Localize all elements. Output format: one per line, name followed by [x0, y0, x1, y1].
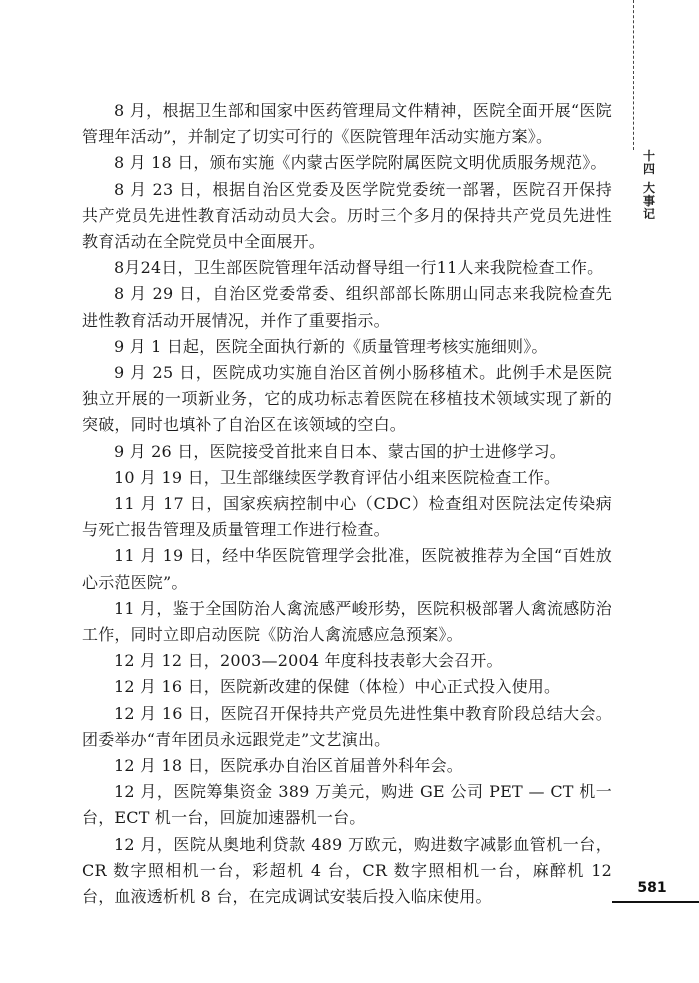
chronicle-entry: 8 月 29 日，自治区党委常委、组织部部长陈朋山同志来我院检查先进性教育活动开展情况，并作了重要指示。 — [82, 284, 612, 330]
chapter-title-char: 事 — [642, 194, 655, 208]
chronicle-entry: 11 月 19 日，经中华医院管理学会批准，医院被推荐为全国“百姓放心示范医院”。 — [82, 546, 612, 592]
chronicle-entry: 9 月 25 日，医院成功实施自治区首例小肠移植术。此例手术是医院独立开展的一项新业务，它的成功标志着医院在移植技术领域实现了新的突破，同时也填补了自治区在该领域的空白。 — [82, 363, 612, 435]
chronicle-entry: 8 月 18 日，颁布实施《内蒙古医学院附属医院文明优质服务规范》。 — [114, 153, 607, 173]
chronicle-entry: 12 月 12 日，2003—2004 年度科技表彰大会召开。 — [114, 651, 503, 671]
chapter-number-char: 十 — [642, 149, 655, 163]
chronicle-entry: 12 月 16 日，医院新改建的保健（体检）中心正式投入使用。 — [114, 677, 561, 697]
chronicle-entry: 9 月 1 日起，医院全面执行新的《质量管理考核实施细则》。 — [114, 336, 548, 356]
chronicle-body — [82, 98, 612, 910]
chronicle-entry: 11 月 17 日，国家疾病控制中心（CDC）检查组对医院法定传染病与死亡报告管理及质量管理工作进行检查。 — [82, 494, 612, 540]
margin-dashed-rule — [633, 0, 634, 150]
chronicle-entry: 12 月，医院筹集资金 389 万美元，购进 GE 公司 PET — CT 机一台，ECT 机一台，回旋加速器机一台。 — [82, 782, 612, 828]
chapter-number-char: 四 — [642, 162, 655, 176]
chapter-side-label — [640, 150, 658, 221]
chronicle-entry: 12 月，医院从奥地利贷款 489 万欧元，购进数字减影血管机一台，CR 数字照相机一台，彩超机 4 台，CR 数字照相机一台，麻醉机 12 台，血液透析机 8 台，在完成调试安装后投入临床使用。 — [82, 834, 612, 907]
page-number-rule — [612, 901, 699, 903]
chronicle-entry: 11 月，鉴于全国防治人禽流感严峻形势，医院积极部署人禽流感防治工作，同时立即启动医院《防治人禽流感应急预案》。 — [82, 598, 612, 645]
chronicle-entry: 8 月，根据卫生部和国家中医药管理局文件精神，医院全面开展“医院管理年活动”，并制定了切实可行的《医院管理年活动实施方案》。 — [82, 101, 612, 147]
chapter-title-char: 大 — [642, 181, 655, 195]
chronicle-entry: 10 月 19 日，卫生部继续医学教育评估小组来医院检查工作。 — [114, 467, 561, 487]
chronicle-entry: 12 月 16 日，医院召开保持共产党员先进性集中教育阶段总结大会。团委举办“青年团员永远跟党走”文艺演出。 — [82, 703, 612, 749]
chronicle-entry: 9 月 26 日，医院接受首批来自日本、蒙古国的护士进修学习。 — [114, 441, 566, 461]
chronicle-entry: 12 月 18 日，医院承办自治区首届普外科年会。 — [114, 756, 463, 776]
page-number: 581 — [637, 880, 667, 896]
chronicle-entry: 8月24日，卫生部医院管理年活动督导组一行11人来我院检查工作。 — [114, 258, 604, 278]
chapter-title-char: 记 — [642, 207, 655, 221]
chronicle-entry: 8 月 23 日，根据自治区党委及医学院党委统一部署，医院召开保持共产党员先进性教育活动动员大会。历时三个多月的保持共产党员先进性教育活动在全院党员中全面展开。 — [82, 179, 612, 252]
